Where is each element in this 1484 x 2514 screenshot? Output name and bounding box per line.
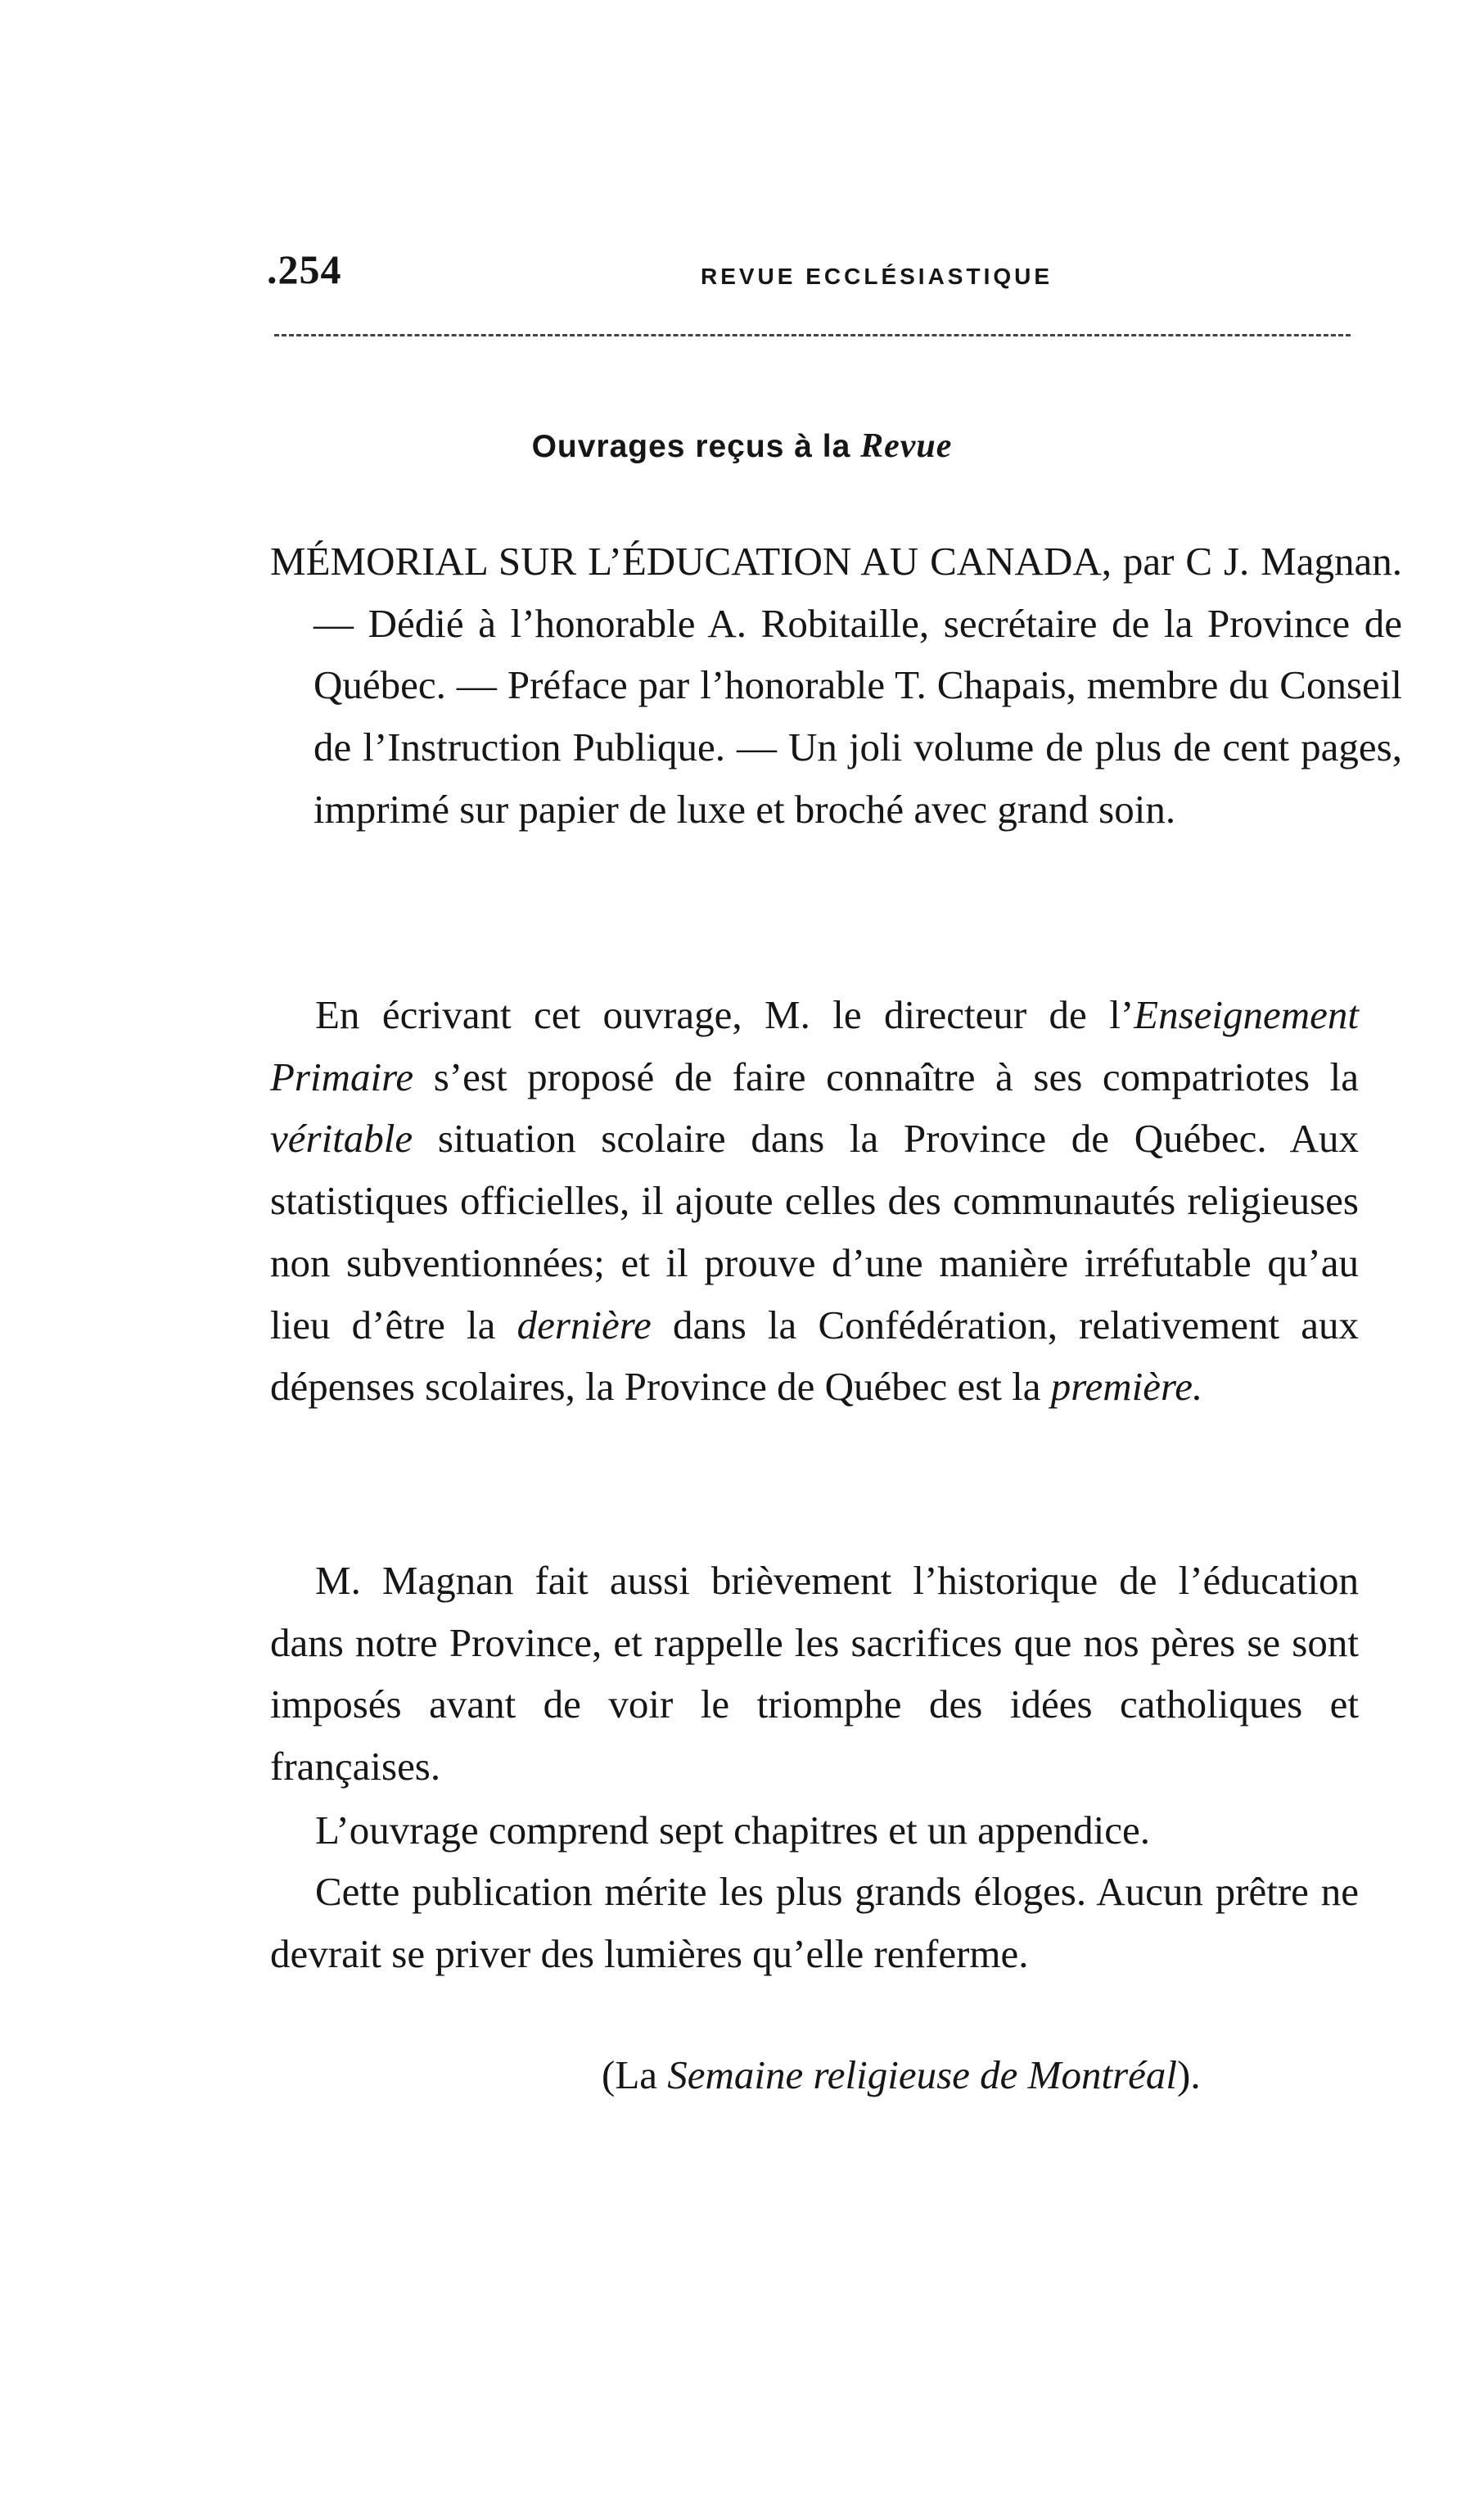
page-header: [267, 246, 1364, 311]
italic-emphasis: première.: [1050, 1364, 1203, 1410]
review-entry: MÉMORIAL SUR L’ÉDUCATION AU CANADA, par C J. Magnan. — Dédié à l’honorable A. Robitaille, secrétaire de la Province de Québec. — Préface par l’honorable T. Chapais, membre du Conseil de l’Instruction Publique. — Un joli volume de plus de cent pages, imprimé sur papier de luxe et broché avec grand soin.: [270, 539, 1402, 832]
source-open: (La: [602, 2052, 668, 2097]
section-title: [0, 427, 1484, 466]
header-divider: [274, 334, 1351, 336]
review-paragraph: Cette publication mérite les plus grands éloges. Aucun prêtre ne devrait se priver des lumières qu’elle renferme.: [270, 1869, 1359, 1976]
review-paragraph: [270, 984, 1359, 1418]
italic-emphasis: dernière: [516, 1302, 652, 1347]
italic-publication-title: Enseignement Primaire: [270, 992, 1359, 1099]
running-head: REVUE ECCLÉSIASTIQUE: [700, 264, 1053, 289]
section-title-italic: Revue: [860, 427, 953, 465]
source-close: ).: [1177, 2052, 1201, 2097]
source-publication-title: Semaine religieuse de Montréal: [667, 2052, 1178, 2097]
review-paragraph: L’ouvrage comprend sept chapitres et un appendice.: [315, 1808, 1151, 1853]
review-paragraph-text: situation scolaire dans la Province de Québec. Aux statistiques officielles, il ajoute celles des communautés religieuses non subventionnées; et il prouve d’une manière irréfutable qu’au lieu d’être la: [270, 1116, 1359, 1347]
review-paragraph-text: s’est proposé de faire connaître à ses compatriotes la: [413, 1054, 1359, 1099]
review-paragraph-text: En écrivant cet ouvrage, M. le directeur de l’: [315, 992, 1134, 1037]
section-title-text: Ouvrages reçus à la: [531, 429, 851, 464]
page-number: .254: [267, 246, 342, 292]
review-paragraph-text: dans la Confédération, relativement aux dépenses scolaires, la Province de Québec est la: [270, 1302, 1359, 1410]
italic-emphasis: véritable: [270, 1116, 413, 1162]
review-paragraph: M. Magnan fait aussi brièvement l’historique de l’éducation dans notre Province, et rappelle les sacrifices que nos pères se sont imposés avant de voir le triomphe des idées catholiques et françaises.: [270, 1558, 1359, 1790]
source-citation: [602, 2044, 1322, 2106]
